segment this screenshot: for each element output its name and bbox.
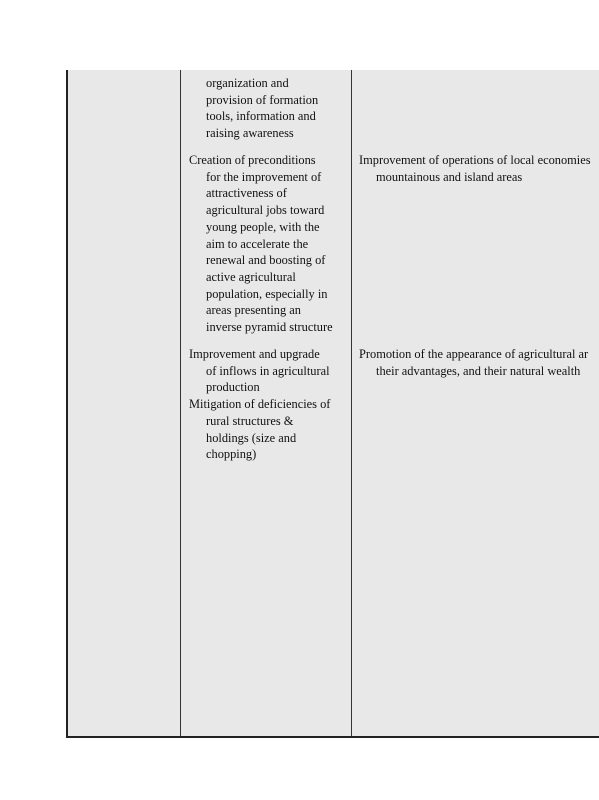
text-line: Improvement and upgrade: [189, 347, 320, 361]
text-line: raising awareness: [206, 126, 294, 141]
text-line: young people, with the: [206, 219, 320, 234]
text-line: provision of formation: [206, 92, 319, 107]
text-line: agricultural jobs toward: [206, 203, 325, 218]
text-line: tools, information and: [206, 109, 316, 124]
text-line: active agricultural: [206, 269, 296, 284]
column-divider: [351, 70, 352, 736]
text-line: for the improvement of: [206, 169, 322, 184]
text-line: attractiveness of: [206, 186, 287, 201]
text-line: Improvement of operations of local economies: [359, 153, 591, 167]
text-line: organization and: [206, 76, 289, 90]
cell-agricultural-appearance: [359, 346, 599, 379]
text-line: renewal and boosting of: [206, 253, 326, 268]
text-line: production: [206, 380, 260, 395]
cell-continuation: [189, 75, 349, 142]
cell-local-economies: [359, 152, 599, 185]
cell-preconditions: [189, 152, 349, 336]
text-line: Creation of preconditions: [189, 153, 316, 167]
text-line: mountainous and island areas: [376, 169, 523, 184]
text-line: rural structures &: [206, 413, 294, 428]
policy-table: [66, 70, 599, 738]
column-divider: [180, 70, 181, 736]
text-line: holdings (size and: [206, 430, 297, 445]
text-line: chopping): [206, 447, 257, 462]
text-line: aim to accelerate the: [206, 236, 309, 251]
text-line: Mitigation of deficiencies of: [189, 397, 331, 412]
text-line: Promotion of the appearance of agricultural ar: [359, 347, 589, 361]
text-line: population, especially in: [206, 286, 328, 301]
text-line: areas presenting an: [206, 303, 301, 318]
text-line: their advantages, and their natural wealth: [376, 363, 581, 378]
text-line: of inflows in agricultural: [206, 363, 330, 378]
cell-inflows: [189, 346, 349, 463]
text-line: inverse pyramid structure: [206, 320, 333, 335]
